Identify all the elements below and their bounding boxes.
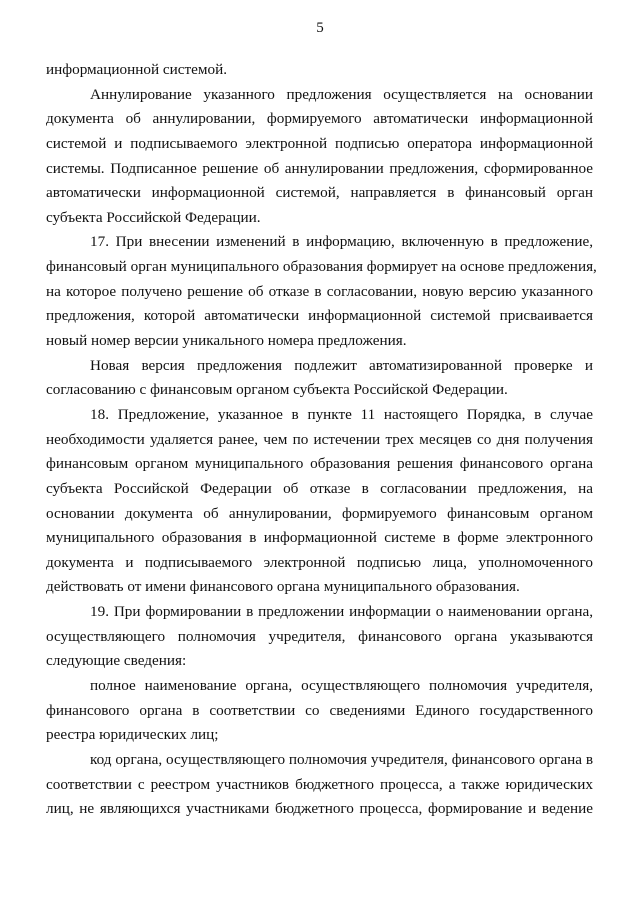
text-line: финансового органа в соответствии со сведениями Единого государственного — [46, 701, 593, 719]
text-line: лиц, не являющихся участниками бюджетного процесса, формирование и ведение — [46, 800, 593, 818]
text-line: предложения, которой автоматически информационной системой присваивается — [46, 307, 593, 325]
text-line: документа и подписываемого электронной подписью лица, уполномоченного — [46, 553, 593, 571]
text-line: соответствии с реестром участников бюджетного процесса, а также юридических — [46, 775, 593, 793]
text-line: 17. При внесении изменений в информацию, включенную в предложение, — [90, 233, 593, 251]
text-line: 19. При формировании в предложении информации о наименовании органа, — [90, 603, 593, 621]
text-line: 18. Предложение, указанное в пункте 11 настоящего Порядка, в случае — [90, 405, 593, 423]
text-line: финансовым органом муниципального образования решения финансового органа — [46, 455, 593, 473]
text-line: осуществляющего полномочия учредителя, финансового органа указываются — [46, 627, 593, 645]
text-line: автоматически информационной системой, направляется в финансовый орган — [46, 184, 593, 202]
text-line: документа об аннулировании, формируемого автоматически информационной — [46, 110, 593, 128]
text-line: финансовый орган муниципального образования формирует на основе предложения, — [46, 258, 597, 276]
text-line: информационной системой. — [46, 61, 228, 78]
text-line: субъекта Российской Федерации об отказе в согласовании предложения, на — [46, 479, 593, 497]
text-line: новый номер версии уникального номера предложения. — [46, 332, 407, 350]
text-line: муниципального образования в информационной системе в форме электронного — [46, 529, 593, 547]
text-line: действовать от имени финансового органа муниципального образования. — [46, 578, 520, 596]
text-line: основании документа об аннулировании, формируемого финансовым органом — [46, 504, 593, 522]
document-body — [46, 58, 597, 822]
text-line: на которое получено решение об отказе в согласовании, новую версию указанного — [46, 282, 593, 300]
text-line: следующие сведения: — [46, 652, 187, 670]
text-line: системы. Подписанное решение об аннулировании предложения, сформированное — [46, 159, 593, 177]
text-line: субъекта Российской Федерации. — [46, 208, 261, 226]
text-line: реестра юридических лиц; — [46, 726, 219, 744]
text-line: системой и подписываемого электронной подписью оператора информационной — [46, 134, 593, 152]
text-line: полное наименование органа, осуществляющего полномочия учредителя, — [90, 677, 593, 695]
text-line: необходимости удаляется ранее, чем по истечении трех месяцев со дня получения — [46, 430, 593, 448]
text-line: согласованию с финансовым органом субъекта Российской Федерации. — [46, 381, 508, 399]
text-line: Аннулирование указанного предложения осуществляется на основании — [90, 85, 593, 103]
text-line: Новая версия предложения подлежит автоматизированной проверке и — [90, 356, 593, 374]
text-line: код органа, осуществляющего полномочия учредителя, финансового органа в — [90, 750, 593, 768]
page-number: 5 — [316, 20, 324, 36]
